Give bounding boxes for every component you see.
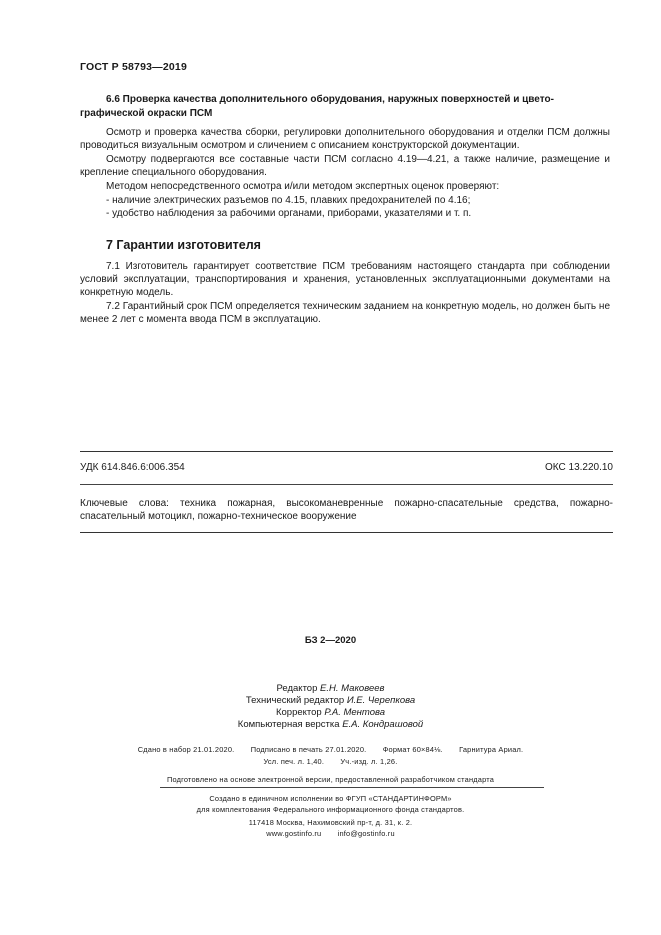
bz-number: БЗ 2—2020 <box>304 635 357 646</box>
section-7-paragraph-1: 7.1 Изготовитель гарантирует соответствие ПСМ требованиям настоящего стандарта при соблюдении условий эксплуатации, транспортирования и хранения, установленных эксплуатационными документами на конкретную модель. <box>80 261 610 299</box>
corrector-line <box>0 707 661 719</box>
tech-editor-line <box>0 695 661 707</box>
udk-code: УДК 614.846.6:006.354 <box>80 462 185 473</box>
tech-editor-label: Технический редактор <box>245 695 345 706</box>
submitted-date: Сдано в набор 21.01.2020. <box>137 745 235 754</box>
editor-name: Е.Н. Маковеев <box>320 683 385 694</box>
section-6-6-paragraph-3: Методом непосредственного осмотра и/или методом экспертных оценок проверяют: <box>106 181 500 192</box>
section-7-paragraph-2: 7.2 Гарантийный срок ПСМ определяется техническим заданием на конкретную модель, но должен быть не менее 2 лет с момента ввода ПСМ в эксплуатацию. <box>80 301 610 326</box>
print-sheets: Усл. печ. л. 1,40. <box>263 757 325 766</box>
layout-name: Е.А. Кондрашовой <box>342 719 424 730</box>
tech-editor-name: И.Е. Черепкова <box>346 695 416 706</box>
bullet-item-1: - наличие электрических разъемов по 4.15, плавких предохранителей по 4.16; <box>106 195 471 206</box>
prepared-note: Подготовлено на основе электронной версии, предоставленной разработчиком стандарта <box>166 775 495 784</box>
created-line2: для комплектования Федерального информационного фонда стандартов. <box>196 805 465 814</box>
section-6-6-title <box>80 93 610 121</box>
divider-top <box>80 451 613 452</box>
publisher-sheets: Уч.-изд. л. 1,26. <box>340 757 398 766</box>
layout-line <box>0 719 661 731</box>
divider-middle <box>80 484 613 485</box>
typeface: Гарнитура Ариал. <box>459 745 524 754</box>
keywords: Ключевые слова: техника пожарная, высокоманевренные пожарно-спасательные средства, пожарно-спасательный мотоцикл, пожарно-техническое вооружение <box>80 498 613 523</box>
website-link[interactable]: www.gostinfo.ru <box>266 829 322 838</box>
imprint-divider <box>160 787 544 788</box>
divider-bottom <box>80 532 613 533</box>
paper-format: Формат 60×84⅛. <box>382 745 443 754</box>
email-link[interactable]: info@gostinfo.ru <box>337 829 395 838</box>
contacts-line <box>0 828 661 839</box>
editor-label: Редактор <box>276 683 318 694</box>
section-7-title: 7 Гарантии изготовителя <box>106 238 261 252</box>
oks-code: ОКС 13.220.10 <box>545 462 613 473</box>
standard-header: ГОСТ Р 58793—2019 <box>80 61 188 73</box>
print-details-line2 <box>0 756 661 767</box>
address: 117418 Москва, Нахимовский пр-т, д. 31, к. 2. <box>248 818 413 827</box>
section-6-6-title-line2: графической окраски ПСМ <box>80 108 213 119</box>
corrector-name: Р.А. Ментова <box>324 707 386 718</box>
created-line1: Создано в единичном исполнении во ФГУП «СТАНДАРТИНФОРМ» <box>209 794 452 803</box>
section-6-6-paragraph-2: Осмотру подвергаются все составные части ПСМ согласно 4.19—4.21, а также наличие, размещение и крепление специального оборудования. <box>80 154 610 179</box>
section-6-6-title-line1: 6.6 Проверка качества дополнительного оборудования, наружных поверхностей и цвето- <box>106 94 554 105</box>
layout-label: Компьютерная верстка <box>237 719 340 730</box>
corrector-label: Корректор <box>275 707 322 718</box>
signed-date: Подписано в печать 27.01.2020. <box>250 745 367 754</box>
section-6-6-paragraph-1: Осмотр и проверка качества сборки, регулировки дополнительного оборудования и отделки ПСМ должны проводиться визуальным осмотром и сличением с описанием конструкторской документации. <box>80 127 610 152</box>
editor-line <box>0 683 661 695</box>
bullet-item-2: - удобство наблюдения за рабочими органами, приборами, указателями и т. п. <box>106 208 472 219</box>
print-details-line1 <box>0 744 661 755</box>
